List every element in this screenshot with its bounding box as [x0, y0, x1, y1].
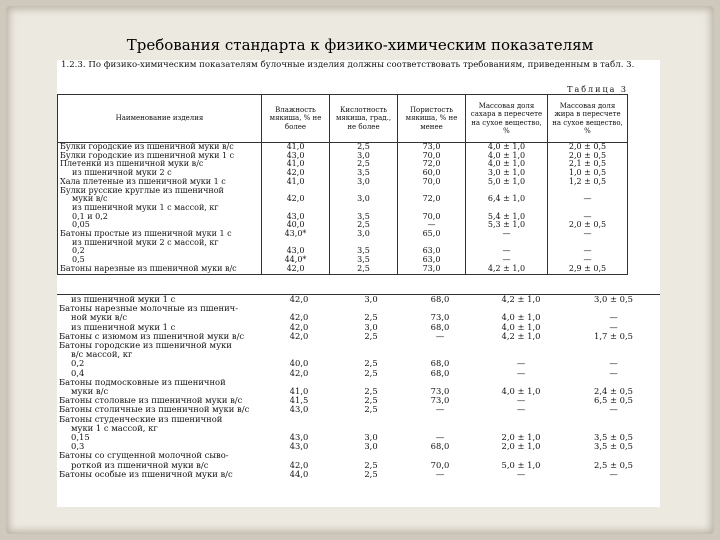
cell-porosity: — [435, 432, 445, 443]
cell-name: Булки городские из пшеничной муки 1 с [58, 152, 262, 161]
table-row [57, 442, 660, 451]
cell-fat [567, 341, 660, 350]
cell-name: Булки русские круглые из пшеничной [58, 187, 262, 196]
table-row [57, 424, 660, 433]
cell-name: Батоны студенческие из пшеничной [59, 414, 223, 424]
cell-porosity: 63,0 [398, 256, 466, 265]
cell-name: Батоны столовые из пшеничной муки в/с [59, 396, 243, 406]
cell-sugar: — [466, 230, 548, 239]
cell-moisture: 43,0 [262, 213, 330, 222]
cell-fat: 2,9 ± 0,5 [548, 265, 628, 274]
cell-name: 0,4 [71, 368, 85, 378]
cell-moisture: 43,0 [289, 404, 309, 415]
cell-fat: 2,0 ± 0,5 [548, 152, 628, 161]
cell-name: Хала плетеные из пшеничной муки 1 с [58, 178, 262, 187]
cell-porosity: 73,0 [430, 395, 450, 406]
cell-name: 0,1 и 0,2 [58, 213, 262, 222]
cell-sugar: — [516, 404, 526, 415]
table-label: Таблица 3 [567, 85, 628, 94]
cell-moisture: 42,0 [289, 321, 309, 332]
cell-sugar: 4,2 ± 1,0 [501, 330, 541, 341]
table-row [57, 415, 660, 424]
cell-acidity: 2,5 [364, 367, 378, 378]
scanned-document [57, 60, 660, 507]
cell-acidity: 2,5 [330, 143, 398, 152]
cell-fat: 3,5 ± 0,5 [594, 441, 633, 452]
cell-name: Батоны со сгущенной молочной сыво- [59, 451, 229, 461]
table-row [57, 405, 660, 414]
cell-sugar: 5,0 ± 1,0 [501, 459, 541, 470]
cell-porosity: — [435, 330, 445, 341]
table-row [57, 470, 660, 479]
cell-porosity: 68,0 [430, 441, 450, 452]
cell-sugar: — [516, 358, 526, 369]
cell-fat: 1,7 ± 0,5 [594, 330, 633, 341]
cell-moisture [261, 341, 337, 350]
table-row [58, 195, 628, 204]
cell-name: в/с массой, кг [71, 350, 133, 360]
cell-sugar: 5,0 ± 1,0 [466, 178, 548, 187]
cell-fat: — [548, 256, 628, 265]
table-row [58, 221, 628, 230]
cell-fat: 2,0 ± 0,5 [548, 221, 628, 230]
table-body-lower [57, 295, 660, 480]
table-row [58, 256, 628, 265]
cell-porosity: — [435, 404, 445, 415]
cell-porosity: 70,0 [398, 152, 466, 161]
table-row [57, 341, 660, 350]
table-row [57, 332, 660, 341]
cell-name: Батоны столичные из пшеничной муки в/с [59, 405, 250, 415]
cell-name: 0,15 [71, 433, 90, 443]
table-row [57, 451, 660, 460]
cell-name: Батоны городские из пшеничной муки [59, 341, 232, 351]
cell-name: из пшеничной муки 1 с [71, 322, 176, 332]
table-row [57, 387, 660, 396]
cell-sugar: 4,0 ± 1,0 [501, 386, 541, 397]
cell-porosity: 70,0 [398, 213, 466, 222]
header-moisture: Влажность мякиша, % не более [262, 95, 330, 143]
cell-name: муки в/с [71, 387, 109, 397]
cell-acidity: 2,5 [364, 395, 378, 406]
header-sugar: Массовая доля сахара в пересчете на сухое вещество, % [466, 95, 548, 143]
cell-moisture: 40,0 [262, 221, 330, 230]
cell-moisture: 41,5 [289, 395, 309, 406]
requirements-table-lower [57, 294, 660, 479]
cell-moisture [261, 415, 337, 424]
cell-porosity: 70,0 [430, 459, 450, 470]
cell-fat: — [548, 213, 628, 222]
cell-name: 0,2 [71, 359, 85, 369]
cell-moisture: 41,0 [262, 143, 330, 152]
cell-fat: — [609, 358, 618, 369]
cell-acidity: 3,5 [330, 169, 398, 178]
cell-fat: — [548, 230, 628, 239]
cell-fat: — [609, 468, 618, 479]
cell-sugar: 4,0 ± 1,0 [466, 152, 548, 161]
table-row [57, 313, 660, 322]
cell-moisture: 42,0 [289, 367, 309, 378]
cell-sugar: — [516, 395, 526, 406]
table-row [58, 187, 628, 196]
table-row [57, 396, 660, 405]
table-row [57, 369, 660, 378]
cell-sugar: 2,0 ± 1,0 [501, 432, 541, 443]
cell-acidity: 3,0 [330, 152, 398, 161]
header-acidity: Кислотность мякиша, град., не более [330, 95, 398, 143]
table-body-upper [58, 143, 628, 275]
cell-sugar: 4,2 ± 1,0 [501, 294, 541, 304]
cell-moisture: 42,0 [262, 265, 330, 274]
intro-paragraph: 1.2.3. По физико-химическим показателям булочные изделия должны соответствовать требованиям, приведенным в табл. 3. [61, 60, 635, 70]
cell-name: Плетенки из пшеничной муки в/с [58, 160, 262, 169]
cell-sugar: 4,0 ± 1,0 [466, 143, 548, 152]
cell-moisture: 42,0 [262, 169, 330, 178]
cell-name: Батоны особые из пшеничной муки в/с [59, 469, 233, 479]
cell-name: Батоны простые из пшеничной муки 1 с [58, 230, 262, 239]
cell-moisture: 41,0 [262, 160, 330, 169]
cell-name: Булки городские из пшеничной муки в/с [58, 143, 262, 152]
cell-acidity: 3,0 [330, 195, 398, 204]
cell-sugar: — [466, 247, 548, 256]
cell-porosity: 72,0 [398, 195, 466, 204]
cell-acidity: 3,5 [330, 213, 398, 222]
cell-sugar: — [466, 256, 548, 265]
table-row [58, 239, 628, 248]
cell-porosity: 73,0 [430, 386, 450, 397]
cell-acidity: 3,0 [330, 178, 398, 187]
cell-moisture: 43,0 [289, 441, 309, 452]
table-row [57, 359, 660, 368]
cell-moisture: 42,0 [289, 459, 309, 470]
cell-name: Батоны нарезные из пшеничной муки в/с [58, 265, 262, 274]
cell-fat: — [548, 195, 628, 204]
header-porosity: Пористость мякиша, % не менее [398, 95, 466, 143]
cell-moisture: 42,0 [289, 294, 309, 304]
cell-porosity: 73,0 [398, 265, 466, 274]
cell-fat: 2,1 ± 0,5 [548, 160, 628, 169]
cell-name: роткой из пшеничной муки в/с [71, 460, 209, 470]
cell-name: Батоны подмосковные из пшеничной [59, 377, 226, 387]
cell-acidity: 2,5 [364, 459, 378, 470]
cell-acidity: 3,0 [364, 441, 378, 452]
table-row [57, 304, 660, 313]
cell-moisture: 43,0* [262, 230, 330, 239]
cell-fat: — [609, 321, 618, 332]
cell-fat: — [609, 404, 618, 415]
cell-sugar: 4,0 ± 1,0 [501, 321, 541, 332]
table-row [57, 323, 660, 332]
cell-moisture: 42,0 [289, 330, 309, 341]
cell-porosity: — [398, 221, 466, 230]
cell-moisture: 43,0 [262, 247, 330, 256]
cell-acidity: 2,5 [364, 386, 378, 397]
cell-acidity: 2,5 [364, 358, 378, 369]
cell-fat: — [609, 367, 618, 378]
table-row [58, 152, 628, 161]
cell-acidity: 3,0 [364, 294, 378, 304]
cell-name: муки 1 с массой, кг [71, 423, 158, 433]
cell-sugar [475, 341, 567, 350]
cell-name: 0,2 [58, 247, 262, 256]
cell-porosity: 73,0 [430, 312, 450, 323]
cell-porosity: 60,0 [398, 169, 466, 178]
cell-acidity: 2,5 [330, 221, 398, 230]
cell-acidity: 3,0 [364, 432, 378, 443]
cell-moisture: 43,0 [262, 152, 330, 161]
cell-porosity: 68,0 [430, 321, 450, 332]
cell-porosity: 68,0 [430, 294, 450, 304]
cell-porosity: 70,0 [398, 178, 466, 187]
cell-sugar: 3,0 ± 1,0 [466, 169, 548, 178]
table-header-row [58, 95, 628, 143]
cell-moisture: 44,0* [262, 256, 330, 265]
cell-sugar: — [516, 468, 526, 479]
cell-acidity: 2,5 [364, 404, 378, 415]
cell-moisture: 43,0 [289, 432, 309, 443]
cell-acidity [337, 341, 405, 350]
table-row [57, 433, 660, 442]
cell-sugar: 4,2 ± 1,0 [466, 265, 548, 274]
cell-name: из пшеничной муки 1 с [71, 294, 176, 304]
cell-porosity: 72,0 [398, 160, 466, 169]
cell-moisture: 41,0 [289, 386, 309, 397]
table-row [58, 230, 628, 239]
cell-moisture: 44,0 [289, 468, 309, 479]
table-row [58, 160, 628, 169]
table-row [58, 169, 628, 178]
cell-name: из пшеничной муки 2 с массой, кг [58, 239, 262, 248]
cell-fat: 2,0 ± 0,5 [548, 143, 628, 152]
table-row [57, 461, 660, 470]
cell-name: из пшеничной муки 2 с [58, 169, 262, 178]
cell-sugar [475, 415, 567, 424]
cell-fat: 3,0 ± 0,5 [594, 294, 633, 304]
cell-sugar: 4,0 ± 1,0 [501, 312, 541, 323]
cell-fat [567, 415, 660, 424]
cell-porosity [405, 415, 475, 424]
cell-porosity: 65,0 [398, 230, 466, 239]
cell-moisture: 41,0 [262, 178, 330, 187]
cell-fat: 1,2 ± 0,5 [548, 178, 628, 187]
cell-fat: 1,0 ± 0,5 [548, 169, 628, 178]
cell-acidity: 2,5 [364, 468, 378, 479]
header-fat: Массовая доля жира в пересчете на сухое вещество, % [548, 95, 628, 143]
cell-acidity [337, 415, 405, 424]
cell-acidity: 2,5 [330, 160, 398, 169]
cell-acidity: 3,5 [330, 256, 398, 265]
table-row [58, 265, 628, 274]
cell-fat: 6,5 ± 0,5 [594, 395, 633, 406]
cell-name: из пшеничной муки 1 с массой, кг [58, 204, 262, 213]
cell-acidity: 3,0 [364, 321, 378, 332]
table-row [58, 204, 628, 213]
cell-acidity: 3,0 [330, 230, 398, 239]
table-row [57, 350, 660, 359]
header-name: Наименование изделия [58, 95, 262, 143]
cell-sugar: 6,4 ± 1,0 [466, 195, 548, 204]
cell-fat: 3,5 ± 0,5 [594, 432, 633, 443]
cell-name: муки в/с [58, 195, 262, 204]
cell-moisture: 42,0 [262, 195, 330, 204]
slide-title: Требования стандарта к физико-химическим показателям [126, 36, 594, 54]
cell-sugar: 4,0 ± 1,0 [466, 160, 548, 169]
requirements-table-upper [57, 94, 628, 275]
cell-moisture: 42,0 [289, 312, 309, 323]
cell-porosity: 68,0 [430, 358, 450, 369]
cell-name: Батоны нарезные молочные из пшенич- [59, 304, 239, 314]
cell-name: 0,05 [58, 221, 262, 230]
table-row [57, 378, 660, 387]
cell-acidity: 2,5 [364, 330, 378, 341]
cell-moisture: 40,0 [289, 358, 309, 369]
cell-sugar: 5,3 ± 1,0 [466, 221, 548, 230]
table-row [57, 295, 660, 305]
table-row [58, 143, 628, 152]
cell-porosity: 73,0 [398, 143, 466, 152]
cell-acidity: 2,5 [330, 265, 398, 274]
table-row [58, 213, 628, 222]
cell-porosity [405, 341, 475, 350]
cell-sugar: 2,0 ± 1,0 [501, 441, 541, 452]
cell-porosity: 68,0 [430, 367, 450, 378]
cell-name: Батоны с изюмом из пшеничной муки в/с [59, 331, 245, 341]
cell-porosity: — [435, 468, 445, 479]
cell-porosity: 63,0 [398, 247, 466, 256]
cell-sugar: — [516, 367, 526, 378]
table-row [58, 247, 628, 256]
table-row [58, 178, 628, 187]
cell-fat: — [548, 247, 628, 256]
cell-fat: 2,4 ± 0,5 [594, 386, 633, 397]
cell-fat: — [609, 312, 618, 323]
cell-sugar: 5,4 ± 1,0 [466, 213, 548, 222]
cell-name: ной муки в/с [71, 313, 128, 323]
cell-fat: 2,5 ± 0,5 [594, 459, 633, 470]
cell-name: 0,5 [58, 256, 262, 265]
cell-name: 0,3 [71, 442, 85, 452]
cell-acidity: 3,5 [330, 247, 398, 256]
cell-acidity: 2,5 [364, 312, 378, 323]
